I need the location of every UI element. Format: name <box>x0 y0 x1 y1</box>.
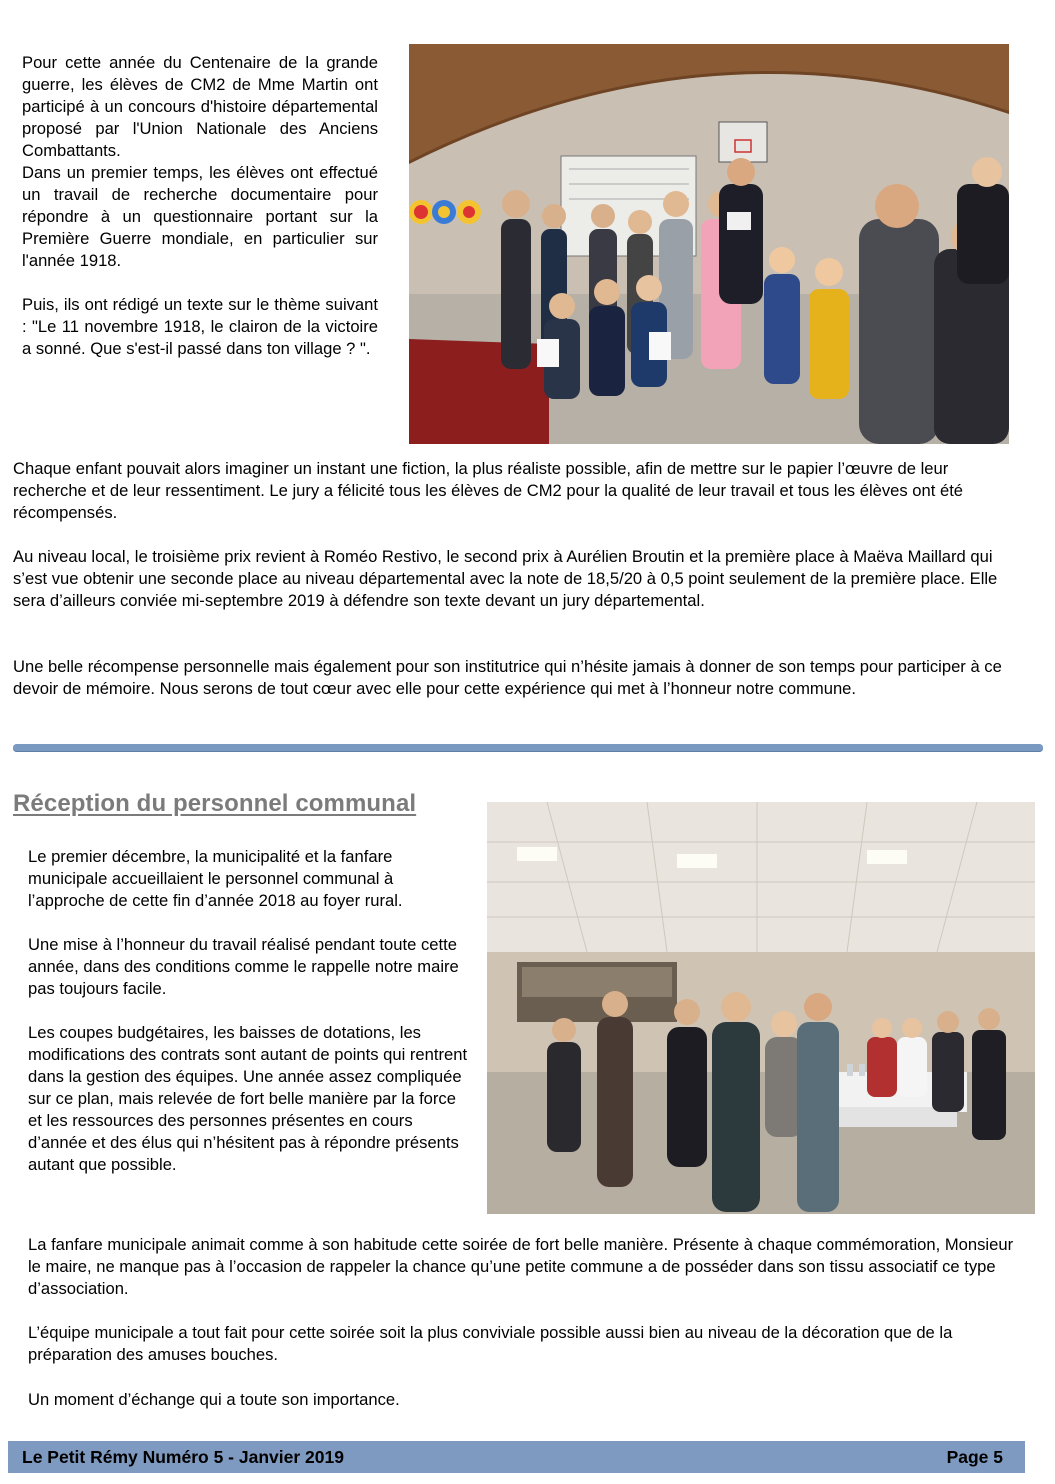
article2-column <box>28 846 473 1198</box>
article2-paragraph-2: L’équipe municipale a tout fait pour cette soirée soit la plus conviviale possible aussi bien au niveau de la décoration que de la préparation des amuses bouches. <box>28 1323 953 1364</box>
article2-column-paragraph-3: Les coupes budgétaires, les baisses de dotations, les modifications des contrats sont autant de points qui rentrent dans la gestion des équipes. Une année assez compliquée sur ce plan, mais relevée de fort belle manière par la force et les ressources des personnes présentes en cours d’année et des élus qui n’hésitent pas à répondre présents autant que possible. <box>28 1023 468 1174</box>
article1-paragraph-2: Au niveau local, le troisième prix revient à Roméo Restivo, le second prix à Aurélien Broutin et la première place à Maëva Maillard qui s’est vue obtenir une seconde place au niveau départemental avec la note de 18,5/20 à 0,5 point seulement de la première place. Elle sera d’ailleurs conviée mi-septembre 2019 à défendre son texte devant un jury départemental. <box>13 547 998 610</box>
intro-paragraph-3: Puis, ils ont rédigé un texte sur le thème suivant : "Le 11 novembre 1918, le clairon de la victoire a sonné. Que s'est-il passé dans ton village ? ". <box>22 295 378 358</box>
article1-paragraph-1: Chaque enfant pouvait alors imaginer un instant une fiction, la plus réaliste possible, afin de mettre sur le papier l’œuvre de leur recherche et de leur ressentiment. Le jury a félicité tous les élèves de CM2 pour la qualité de leur travail et tous les élèves ont été récompensés. <box>13 459 964 522</box>
page-footer <box>8 1441 1025 1473</box>
intro-paragraph-2: Dans un premier temps, les élèves ont effectué un travail de recherche documentaire pour répondre à un questionnaire portant sur la Première Guerre mondiale, en particulier sur l'année 1918. <box>22 163 378 270</box>
article2-column-paragraph-2: Une mise à l’honneur du travail réalisé pendant toute cette année, dans des conditions comme le rappelle notre maire pas toujours facile. <box>28 935 459 998</box>
article1-paragraph-3: Une belle récompense personnelle mais également pour son institutrice qui n’hésite jamais à donner de son temps pour participer à ce devoir de mémoire. Nous serons de tout cœur avec elle pour cette expérience qui met à l’honneur notre commune. <box>13 657 1002 698</box>
section-title: Réception du personnel communal <box>13 790 417 817</box>
students-group-photo <box>409 44 1009 444</box>
intro-paragraph-1: Pour cette année du Centenaire de la grande guerre, les élèves de CM2 de Mme Martin ont participé à un concours d'histoire départemental proposé par l'Union Nationale des Anciens Combattants. <box>22 53 378 160</box>
footer-page-number: Page 5 <box>946 1447 1003 1467</box>
section-separator <box>13 744 1043 751</box>
article1-intro <box>22 52 378 360</box>
article2-paragraph-3: Un moment d’échange qui a toute son importance. <box>28 1390 400 1409</box>
article2-column-paragraph-1: Le premier décembre, la municipalité et la fanfare municipale accueillaient le personnel communal à l’approche de cette fin d’année 2018 au foyer rural. <box>28 847 403 910</box>
article2-paragraph-1: La fanfare municipale animait comme à son habitude cette soirée de fort belle manière. Présente à chaque commémoration, Monsieur le maire, ne manque pas à l’occasion de rappeler la chance qu’une petite commune a de posséder dans son tissu associatif ce type d’association. <box>28 1235 1014 1298</box>
reception-hall-photo <box>487 802 1035 1214</box>
footer-publication-title: Le Petit Rémy Numéro 5 - Janvier 2019 <box>22 1447 344 1467</box>
